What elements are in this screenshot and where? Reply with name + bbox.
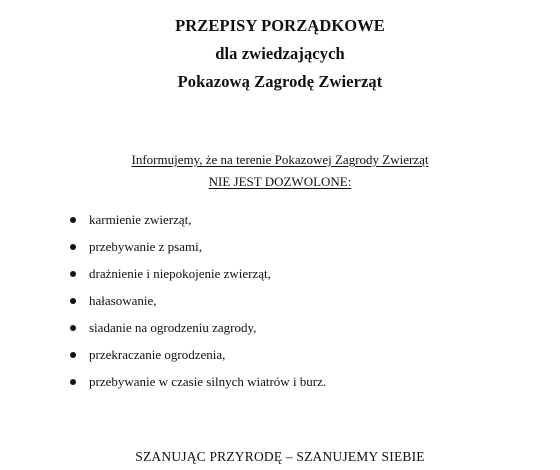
title-line-3: Pokazową Zagrodę Zwierząt [177,72,383,91]
footer-slogan: SZANUJĄC PRZYRODĘ – SZANUJEMY SIEBIE [135,449,425,464]
rule-text: hałasowanie, [89,293,157,308]
rule-text: przekraczanie ogrodzenia, [89,347,226,362]
rule-text: siadanie na ogrodzeniu zagrody, [89,320,257,335]
rule-text: przebywanie z psami, [89,239,202,254]
bullet-icon [70,271,76,277]
notice-intro: Informujemy, że na terenie Pokazowej Zagrody Zwierząt [131,152,429,167]
title-line-1: PRZEPISY PORZĄDKOWE [175,16,385,35]
bullet-icon [70,352,76,358]
rule-text: karmienie zwierząt, [89,212,192,227]
list-item [70,317,326,344]
notice [0,149,560,193]
list-item [70,290,326,317]
bullet-icon [70,244,76,250]
notice-prohibited-heading: NIE JEST DOZWOLONE: [208,174,352,189]
bullet-icon [70,325,76,331]
list-item [70,236,326,263]
document-title [0,12,560,96]
list-item [70,344,326,371]
bullet-icon [70,379,76,385]
list-item [70,263,326,290]
rules-list [70,209,326,398]
bullet-icon [70,217,76,223]
bullet-icon [70,298,76,304]
list-item [70,371,326,398]
list-item [70,209,326,236]
title-line-2: dla zwiedzających [215,44,345,63]
rule-text: przebywanie w czasie silnych wiatrów i burz. [89,374,327,389]
rule-text: drażnienie i niepokojenie zwierząt, [89,266,271,281]
